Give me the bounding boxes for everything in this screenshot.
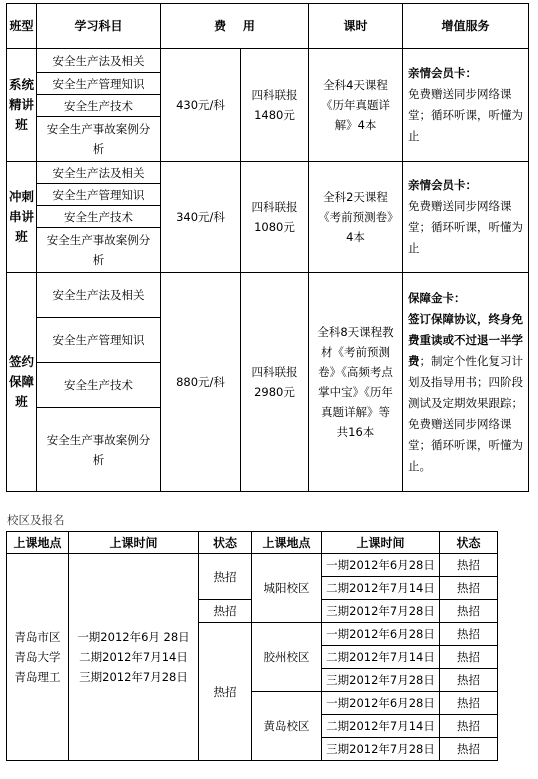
subject-cell: 安全生产事故案例分析 [37,228,161,273]
status-cell: 热招 [440,692,498,715]
location-item: 青岛理工 [14,670,61,684]
status-cell: 热招 [440,669,498,692]
hours-cell: 全科4天课程《历年真题详解》4本 [309,49,403,162]
session-cell: 三期2012年7月28日 [322,669,440,692]
header-hours: 课时 [309,4,403,49]
session-cell: 二期2012年7月14日 [322,646,440,669]
header-subjects: 学习科目 [37,4,161,49]
bundle-cell: 四科联报1480元 [241,49,309,162]
status-cell: 热招 [440,600,498,623]
service-text: 免费赠送同步网络课堂；循环听课，听懂为止 [408,199,523,255]
header-class-type: 班型 [7,4,37,49]
service-bold: 签订保障协议，终身免费重读或不过退一半学费 [408,311,523,368]
session-cell: 一期2012年6月28日 [322,692,440,715]
status-cell: 热招 [440,646,498,669]
hours-cell: 全科2天课程《考前预测卷》4本 [309,162,403,273]
campus-name: 胶州校区 [252,623,322,692]
status-cell: 热招 [440,577,498,600]
location-item: 青岛市区 [14,630,61,644]
header-time-2: 上课时间 [322,532,440,554]
status-cell: 热招 [199,554,252,600]
subject-cell: 安全生产事故案例分析 [37,408,161,492]
location-item: 青岛大学 [14,650,61,664]
session-cell: 三期2012年7月28日 [322,600,440,623]
subject-cell: 安全生产事故案例分析 [37,117,161,162]
time-item: 一期2012年6月 28日 [77,630,190,644]
service-cell [403,273,529,492]
header-status-2: 状态 [440,532,498,554]
service-title: 亲情会员卡： [408,66,477,80]
header-service: 增值服务 [403,4,529,49]
status-cell: 热招 [199,600,252,623]
subject-cell: 安全生产管理知识 [37,73,161,95]
status-cell: 热招 [440,554,498,577]
class-name: 系统精讲班 [7,49,37,162]
session-cell: 三期2012年7月28日 [322,738,440,761]
subject-cell: 安全生产技术 [37,95,161,117]
subject-cell: 安全生产法及相关 [37,49,161,73]
header-fee: 费 用 [161,4,309,49]
session-cell: 二期2012年7月14日 [322,715,440,738]
subject-cell: 安全生产技术 [37,206,161,228]
service-title: 亲情会员卡： [408,178,477,192]
session-cell: 一期2012年6月28日 [322,554,440,577]
class-name: 签约保障班 [7,273,37,492]
status-cell: 热招 [199,623,252,761]
subject-cell: 安全生产法及相关 [37,273,161,318]
campus-name: 城阳校区 [252,554,322,623]
status-cell: 热招 [440,738,498,761]
header-time: 上课时间 [69,532,199,554]
header-status: 状态 [199,532,252,554]
session-cell: 二期2012年7月14日 [322,577,440,600]
hours-cell: 全科8天课程教材《考前预测卷》《高频考点掌中宝》《历年真题详解》等共16本 [309,273,403,492]
campus-name: 黄岛校区 [252,692,322,761]
price-cell: 340元/科 [161,162,241,273]
subject-cell: 安全生产法及相关 [37,162,161,184]
class-name: 冲刺串讲班 [7,162,37,273]
header-location-2: 上课地点 [252,532,322,554]
status-cell: 热招 [440,623,498,646]
subject-cell: 安全生产管理知识 [37,184,161,206]
status-cell: 热招 [440,715,498,738]
service-cell [403,49,529,162]
service-title: 保障金卡： [408,290,466,305]
left-locations [7,554,69,761]
price-cell: 430元/科 [161,49,241,162]
subject-cell: 安全生产管理知识 [37,318,161,363]
time-item: 二期2012年7月14日 [79,650,188,664]
bundle-cell: 四科联报2980元 [241,273,309,492]
time-item: 三期2012年7月28日 [79,670,188,684]
bundle-cell: 四科联报1080元 [241,162,309,273]
campus-table [6,531,498,761]
left-times [69,554,199,761]
service-cell [403,162,529,273]
subject-cell: 安全生产技术 [37,363,161,408]
course-table [6,3,529,492]
price-cell: 880元/科 [161,273,241,492]
service-text: 免费赠送同步网络课堂；循环听课，听懂为止 [408,87,523,143]
session-cell: 一期2012年6月28日 [322,623,440,646]
header-location: 上课地点 [7,532,69,554]
service-text: ；制定个性化复习计划及指导用书；四阶段测试及定期效果跟踪；免费赠送同步网络课堂；循环听课，听懂为止。 [408,353,523,473]
course-table-header [7,4,529,49]
campus-table-header [7,532,498,554]
campus-caption: 校区及报名 [7,513,65,527]
